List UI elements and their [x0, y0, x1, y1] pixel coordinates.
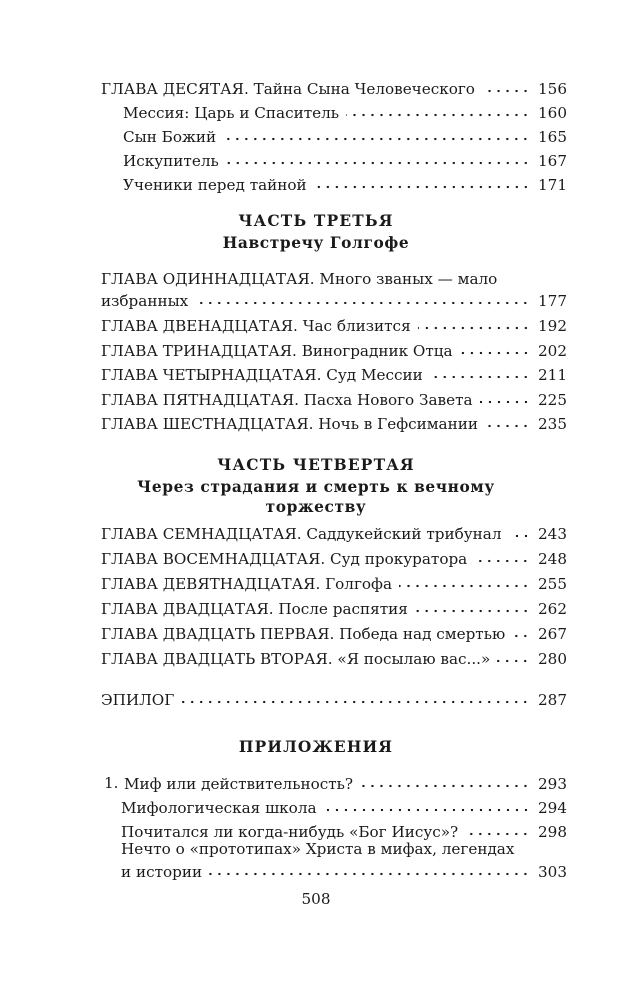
toc-entry-page: 160: [538, 104, 567, 122]
toc-entry-title: ГЛАВА ПЯТНАДЦАТАЯ. Пасха Нового Завета: [101, 391, 473, 409]
toc-entry-page: 167: [538, 152, 567, 170]
toc-entry-title: ГЛАВА ДВЕНАДЦАТАЯ. Час близится: [101, 317, 411, 335]
leader-dots: [497, 659, 530, 663]
toc-entry: [101, 592, 567, 618]
toc-entry-page: 298: [538, 823, 567, 841]
toc-entry-title: ГЛАВА ВОСЕМНАДЦАТАЯ. Суд прокуратора: [101, 550, 468, 568]
leader-dots: [226, 161, 530, 165]
toc-entry-page: 202: [538, 342, 567, 360]
toc-entry-page: 267: [538, 625, 567, 643]
toc-entry-title: ГЛАВА ДЕВЯТНАДЦАТАЯ. Голгофа: [101, 575, 392, 593]
toc-entry-page: 192: [538, 317, 567, 335]
toc-entry-title: ЭПИЛОГ: [101, 691, 175, 709]
toc-entry-title: Искупитель: [123, 152, 219, 170]
leader-dots: [195, 301, 530, 305]
leader-dots: [418, 326, 530, 330]
toc-entry: [101, 567, 567, 593]
toc-entry-title: Миф или действительность?: [124, 775, 354, 793]
toc-entry-page: 287: [538, 691, 567, 709]
toc-entry-title: Почитался ли когда-нибудь «Бог Иисус»?: [121, 823, 459, 841]
leader-dots: [465, 832, 530, 836]
leader-dots: [474, 559, 530, 563]
toc-entry-title: Сын Божий: [123, 128, 217, 146]
toc-entry-page: 171: [538, 176, 567, 194]
appendix-item-number: 1.: [104, 774, 119, 792]
toc-entry-title: Ученики перед тайной: [123, 176, 307, 194]
appendix-heading: ПРИЛОЖЕНИЯ: [238, 738, 394, 756]
toc-subentry: [121, 815, 567, 841]
leader-dots: [314, 185, 530, 189]
toc-entry: [101, 542, 567, 568]
leader-dots: [415, 609, 530, 613]
toc-entry-title: ГЛАВА ДВАДЦАТЬ ПЕРВАЯ. Победа над смертью: [101, 625, 506, 643]
toc-entry: [101, 383, 567, 409]
toc-entry: [101, 284, 567, 310]
toc-entry-title: Мессия: Царь и Спаситель: [123, 104, 339, 122]
toc-entry-title: ГЛАВА ОДИННАДЦАТАЯ. Много званых — мало: [101, 270, 498, 288]
toc-subentry: [123, 96, 567, 122]
toc-entry: [101, 72, 567, 98]
toc-entry-page: 262: [538, 600, 567, 618]
toc-entry-page: 303: [538, 863, 567, 881]
leader-dots: [509, 534, 530, 538]
toc-entry-page: 280: [538, 650, 567, 668]
leader-dots: [430, 375, 530, 379]
leader-dots: [460, 351, 530, 355]
page-number: 508: [301, 890, 331, 908]
leader-dots: [181, 700, 530, 704]
toc-entry-title: ГЛАВА ШЕСТНАДЦАТАЯ. Ночь в Гефсимании: [101, 415, 478, 433]
leader-dots: [512, 634, 530, 638]
toc-entry: [101, 334, 567, 360]
toc-entry-page: 294: [538, 799, 567, 817]
toc-entry-title: Нечто о «прототипах» Христа в мифах, легендах: [121, 840, 515, 858]
toc-entry-title: ГЛАВА ДЕСЯТАЯ. Тайна Сына Человеческого: [101, 80, 475, 98]
leader-dots: [480, 400, 530, 404]
part-heading: ЧАСТЬ ТРЕТЬЯ: [238, 212, 394, 230]
toc-entry-page: 243: [538, 525, 567, 543]
toc-entry-page: 211: [538, 366, 567, 384]
toc-entry: [124, 767, 567, 793]
toc-entry: [101, 309, 567, 335]
part-subtitle: торжеству: [265, 498, 367, 516]
leader-dots: [324, 808, 530, 812]
toc-entry-page: 235: [538, 415, 567, 433]
toc-entry-page: 177: [538, 292, 567, 310]
toc-entry-title: ГЛАВА СЕМНАДЦАТАЯ. Саддукейский трибунал: [101, 525, 502, 543]
toc-entry-page: 156: [538, 80, 567, 98]
toc-subentry: [123, 120, 567, 146]
toc-entry: [101, 407, 567, 433]
toc-entry-page: 293: [538, 775, 567, 793]
toc-entry-title: ГЛАВА ЧЕТЫРНАДЦАТАЯ. Суд Мессии: [101, 366, 423, 384]
leader-dots: [346, 113, 530, 117]
leader-dots: [399, 584, 530, 588]
toc-entry-title: ГЛАВА ТРИНАДЦАТАЯ. Виноградник Отца: [101, 342, 453, 360]
toc-entry-title: и истории: [121, 863, 203, 881]
part-subtitle: Навстречу Голгофе: [222, 234, 410, 252]
toc-entry-page: 225: [538, 391, 567, 409]
toc-entry: [101, 617, 567, 643]
leader-dots: [485, 424, 530, 428]
toc-entry-page: 255: [538, 575, 567, 593]
toc-entry-title: Мифологическая школа: [121, 799, 317, 817]
toc-subentry: [121, 855, 567, 881]
toc-entry-epilogue: [101, 683, 567, 709]
part-subtitle: Через страдания и смерть к вечному: [137, 478, 495, 496]
toc-entry: [101, 517, 567, 543]
toc-entry: [101, 642, 567, 668]
leader-dots: [223, 137, 530, 141]
toc-entry: [101, 358, 567, 384]
toc-entry-title: ГЛАВА ДВАДЦАТЬ ВТОРАЯ. «Я посылаю вас...»: [101, 650, 491, 668]
toc-subentry: [121, 791, 567, 817]
toc-subentry: [123, 168, 567, 194]
toc-entry-page: 248: [538, 550, 567, 568]
leader-dots: [482, 89, 530, 93]
toc-entry-page: 165: [538, 128, 567, 146]
part-heading: ЧАСТЬ ЧЕТВЕРТАЯ: [217, 456, 415, 474]
toc-subentry: [123, 144, 567, 170]
leader-dots: [360, 784, 530, 788]
toc-entry-title: избранных: [101, 292, 189, 310]
leader-dots: [209, 872, 530, 876]
toc-entry-title: ГЛАВА ДВАДЦАТАЯ. После распятия: [101, 600, 408, 618]
